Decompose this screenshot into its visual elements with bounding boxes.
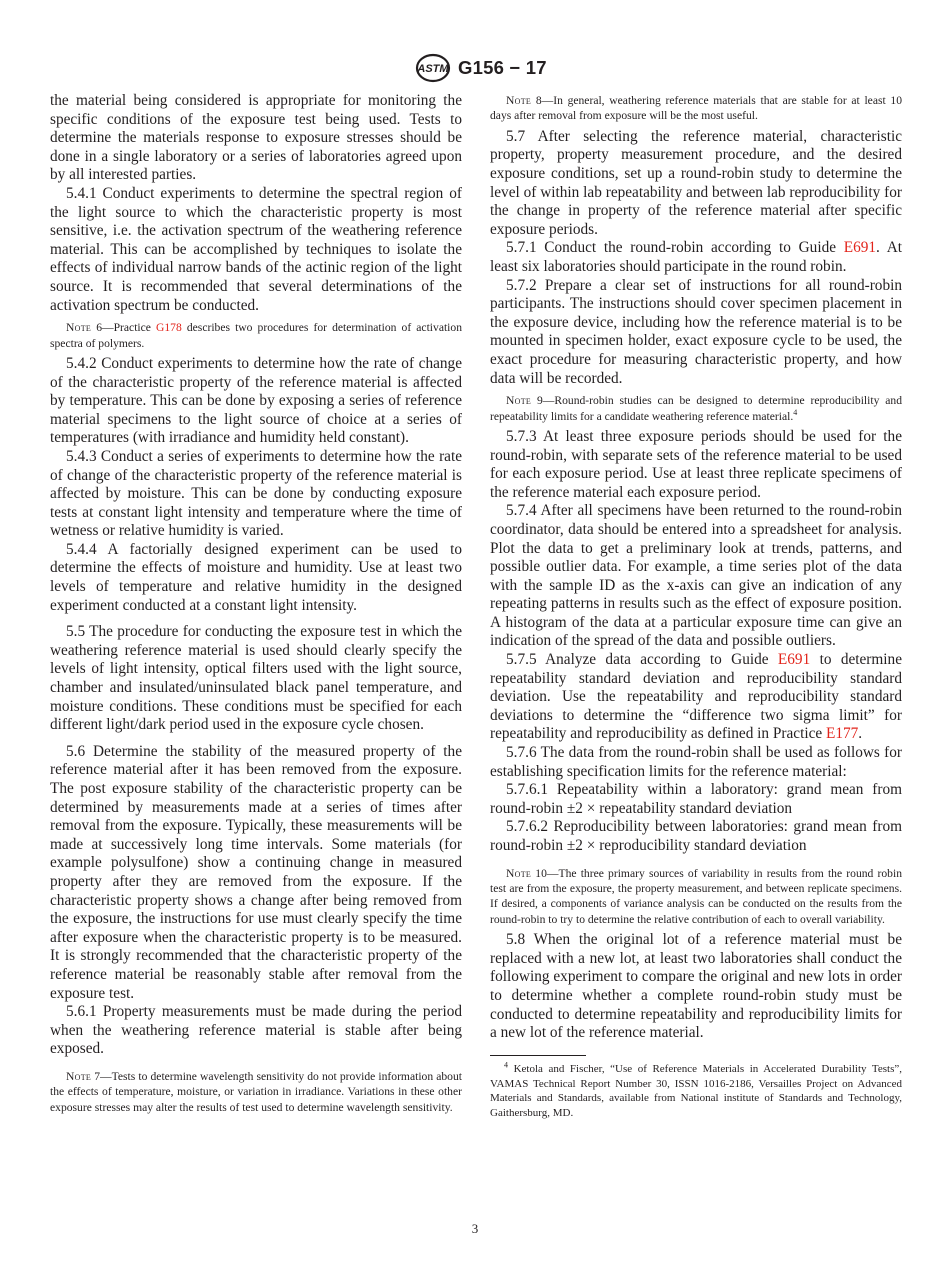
note-label: Note xyxy=(506,394,532,408)
footnote-ref-4[interactable]: 4 xyxy=(793,407,798,417)
note-8: Note 8—In general, weathering reference materials that are stable for at least 10 days after removal from exposure will be the most useful. xyxy=(490,94,902,123)
e691-link[interactable]: E691 xyxy=(843,239,877,257)
section-5-7-5: 5.7.5 Analyze data according to Guide E691 to determine repeatability standard deviation and reproducibility standard deviation. Use the repeatability and reproducibility standard deviations to determine the “difference two sigma limit” for repeatability and reproducibility as defined in Practice E177. xyxy=(490,651,902,743)
footnote-divider xyxy=(490,1055,586,1056)
page-header xyxy=(0,52,950,86)
note-label: Note xyxy=(66,321,92,335)
section-5-7-4: 5.7.4 After all specimens have been returned to the round-robin coordinator, data should be entered into a spreadsheet for analysis. Plot the data to get a preliminary look at trends, patterns, and possible outlier data. For example, a time series plot of the data with the sample ID as the x-axis can give an indication of any repeating patterns in results such as the effect of exposure position. A histogram of the data at a particular exposure time can give an indication of the spread of the data and possible outliers. xyxy=(490,502,902,650)
section-5-8: 5.8 When the original lot of a reference material must be replaced with a new lot, at least two laboratories shall conduct the following experiment to compare the original and new lots in order to determine whether a complete round-robin study must be conducted to determine repeatability and reproducibility limits for a new lot of the reference material. xyxy=(490,931,902,1042)
section-5-5: 5.5 The procedure for conducting the exposure test in which the weathering reference material is used should clearly specify the levels of light intensity, optical filters used with the light source, chamber and insulated/uninsulated black panel temperature, and moisture conditions. These conditions must be specified for each different light/dark period used in the exposure cycle chosen. xyxy=(50,623,462,734)
section-5-7-3: 5.7.3 At least three exposure periods should be used for the round-robin, with separate sets of the reference material to be used for each exposure period. Use at least three replicate specimens of the reference material each exposure period. xyxy=(490,427,902,501)
note-9: Note 9—Round-robin studies can be designed to determine reproducibility and repeatability limits for a candidate weathering reference material.$^4$ xyxy=(490,394,902,423)
section-5-7-6: 5.7.6 The data from the round-robin shall be used as follows for establishing specification limits for the reference material: xyxy=(490,744,902,780)
section-5-7-6-1: 5.7.6.1 Repeatability within a laboratory: grand mean from round-robin ±2 × repeatability standard deviation xyxy=(490,781,902,817)
section-5-4-3: 5.4.3 Conduct a series of experiments to determine how the rate of change of the characteristic property of the reference material is affected by moisture. This can be done by conducting exposure tests at constant light intensity and temperature where the time of wetness or relative humidity is varied. xyxy=(50,447,462,540)
page-number: 3 xyxy=(471,1221,479,1236)
section-5-4-1: 5.4.1 Conduct experiments to determine the spectral region of the light source to which the characteristic property is most sensitive, i.e. the activation spectrum of the weathering reference material. This can be accomplished by techniques to isolate the effects of individual narrow bands of the actinic region of the light source. It is recommended that several determinations of the activation spectrum be conducted. xyxy=(50,184,462,314)
left-column xyxy=(50,92,462,1119)
astm-logo-icon xyxy=(413,52,453,84)
footnote-4: $^4$ Ketola and Fischer, “Use of Reference Materials in Accelerated Durability Tests”, VAMAS Technical Report Number 30, ISSN 1016-2186, Versailles Project on Advanced Materials and Standards, available from National institute of Standards and Technology, Gaithersburg, MD. xyxy=(490,1060,902,1120)
note-10: Note 10—The three primary sources of variability in results from the round robin test are from the exposure, the property measurement, and between replicate specimens. If desired, a components of variance analysis can be conducted on the results from the round-robin to try to determine the relative contribution of each to overall variability. xyxy=(490,866,902,926)
document-id: G156 − 17 xyxy=(458,57,547,78)
footnote-marker: 4 xyxy=(504,1060,508,1070)
section-5-4-2: 5.4.2 Conduct experiments to determine how the rate of change of the characteristic property of the reference material is affected by temperature. This can be done by exposing a series of reference material specimens to the light source of choice at a series of temperatures (with irradiance and humidity held constant). xyxy=(50,354,462,447)
paragraph-continuation: the material being considered is appropriate for monitoring the specific conditions of the exposure test being used. Tests to determine the materials response to exposure stresses should be done in a single laboratory or a series of laboratories agreed upon by all interested parties. xyxy=(50,92,462,184)
note-label: Note xyxy=(506,94,532,107)
section-5-7: 5.7 After selecting the reference material, characteristic property, property measurement procedure, and the desired exposure conditions, set up a round-robin study to determine the level of within lab repeatability and between lab reproducibility for the change in property of the reference material after specific exposure periods. xyxy=(490,127,902,238)
section-5-7-1: 5.7.1 Conduct the round-robin according to Guide E691. At least six laboratories should participate in the round robin. xyxy=(490,239,902,275)
section-5-6-1: 5.6.1 Property measurements must be made during the period when the weathering reference material is stable after being exposed. xyxy=(50,1003,462,1058)
right-column xyxy=(490,92,902,1121)
e177-link[interactable]: E177 xyxy=(825,725,859,743)
note-label: Note xyxy=(66,1069,92,1083)
svg-text:ASTM: ASTM xyxy=(417,63,449,75)
section-5-7-6-2: 5.7.6.2 Reproducibility between laboratories: grand mean from round-robin ±2 × reproducibility standard deviation xyxy=(490,818,902,854)
note-label: Note xyxy=(506,866,532,880)
note-6: Note 6—Practice G178 describes two procedures for determination of activation spectra of polymers. xyxy=(50,321,462,350)
section-5-7-2: 5.7.2 Prepare a clear set of instructions for all round-robin participants. The instructions should cover specimen placement in the exposure device, including how the reference material is to be mounted in specimen holder, exact exposure cycle to be used, the exact procedure for measuring characteristic property, and how data will be recorded. xyxy=(490,276,902,387)
g178-link[interactable]: G178 xyxy=(156,321,182,335)
section-5-4-4: 5.4.4 A factorially designed experiment can be used to determine the effects of moisture and humidity. Use at least two levels of temperature and relative humidity in the designed experiment conducted at a constant light intensity. xyxy=(50,540,462,614)
e691-link[interactable]: E691 xyxy=(777,651,811,669)
section-5-6: 5.6 Determine the stability of the measured property of the reference material after it has been removed from the exposure. The post exposure stability of the characteristic property can be determined by measurements made at a series of times after removal from the exposure. Typically, these measurements will be made at successively long time intervals. Some materials (for example polysulfone) show a continuing change in measured property after they are removed from the exposure. If the characteristic property shows a change after being removed from the exposure, the instructions for use must clearly specify the time after exposure when the characteristic property is to be measured. It is strongly recommended that the characteristic property of the reference material be reasonably stable after removal from the exposure test. xyxy=(50,742,462,1002)
note-7: Note 7—Tests to determine wavelength sensitivity do not provide information about the effects of temperature, moisture, or variation in irradiance. Variations in these other exposure stresses may alter the results of test used to determine wavelength sensitivity. xyxy=(50,1069,462,1114)
